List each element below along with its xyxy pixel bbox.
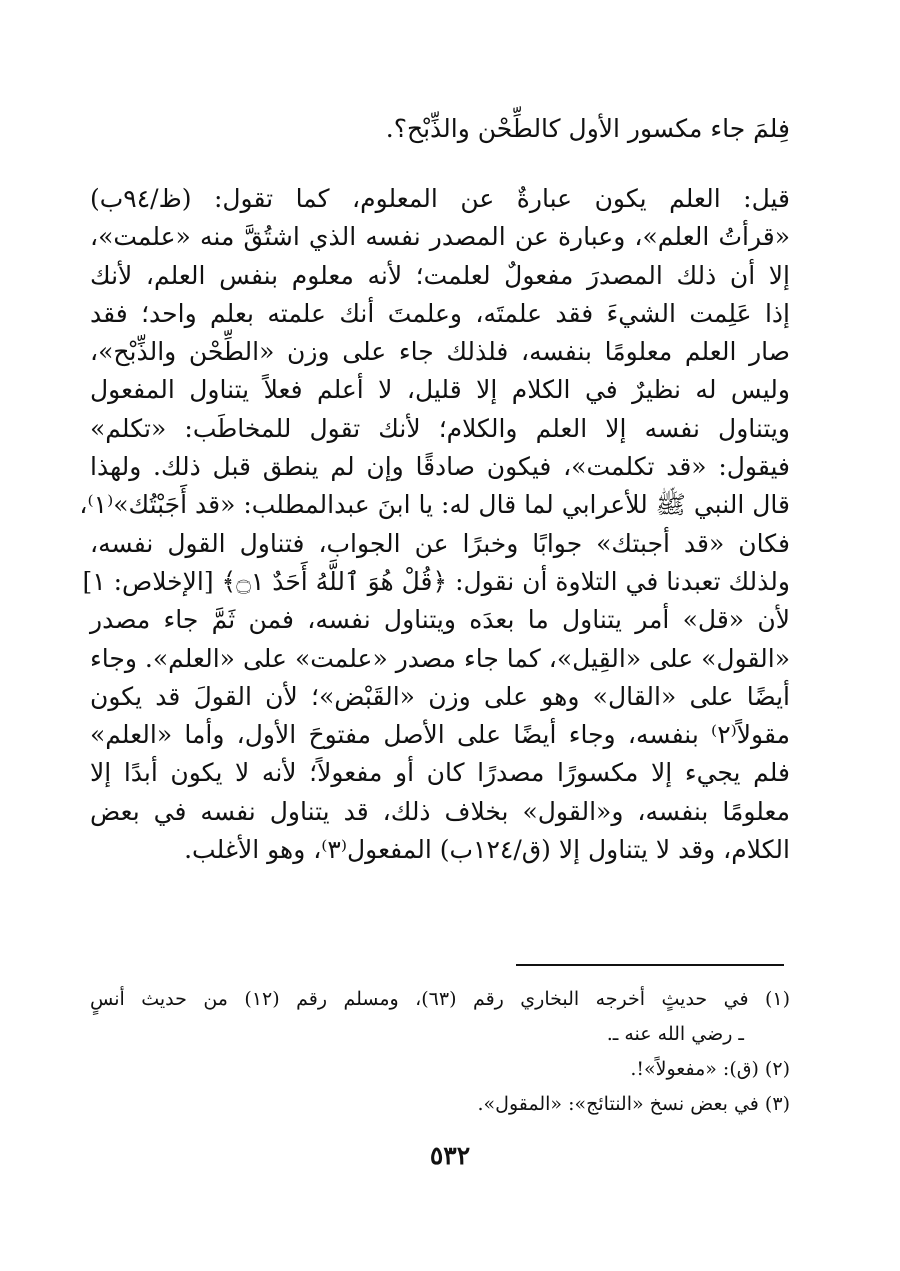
main-text [79,180,790,869]
text-line: مقولاً⁽٢⁾ بنفسه، وجاء أيضًا على الأصل مفتوحَ الأول، وأما «العلم» [90,720,790,750]
text-line: ويتناول نفسه إلا العلم والكلام؛ لأنك تقول للمخاطَب: «تكلم» [90,413,790,443]
footnote-1-continuation: ـ رضي الله عنه ـ. [606,1023,744,1045]
text-line: أيضًا على «القال» وهو على وزن «القَبْض»؛ لأن القولَ قد يكون [90,681,790,711]
footnote-2: (٢) (ق): «مفعولاً»!. [630,1058,790,1080]
footnote-separator [516,964,784,966]
text-line: فلم يجيء إلا مكسورًا مصدرًا كان أو مفعولاً؛ لأنه لا يكون أبدًا إلا [90,758,790,788]
text-line: قيل: العلم يكون عبارةٌ عن المعلوم، كما تقول: (ظ/٩٤ب) [90,184,790,213]
footnote-3: (٣) في بعض نسخ «النتائج»: «المقول». [477,1093,790,1115]
text-line: ولذلك تعبدنا في التلاوة أن نقول: ﴿قُلْ هُوَ ٱللَّهُ أَحَدٌ ۝١﴾ [الإخلاص: ١] [82,566,790,596]
text-line: وليس له نظيرٌ في الكلام إلا قليل، لا أعلم فعلاً يتناول المفعول [90,375,790,405]
opening-line [90,110,790,148]
text-line: فكان «قد أجبتك» جوابًا وخبرًا عن الجواب، فتناول القول نفسه، [90,528,790,558]
text-line: الكلام، وقد لا يتناول إلا (ق/١٢٤ب) المفعول⁽٣⁾، وهو الأغلب. [184,835,790,865]
footnotes [90,982,790,1122]
text-line: صار العلم معلومًا بنفسه، فلذلك جاء على وزن «الطِّحْن والذِّبْح»، [90,337,790,367]
text-line: «قرأتُ العلم»، وعبارة عن المصدر نفسه الذي اشتُقَّ منه «علمت»، [90,222,790,252]
text-line: فيقول: «قد تكلمت»، فيكون صادقًا وإن لم ينطق قبل ذلك. ولهذا [90,452,790,482]
text-line: قال النبي ﷺ للأعرابي لما قال له: يا ابنَ عبدالمطلب: «قد أَجَبْتُك»⁽١⁾، [79,490,790,520]
text-line: إلا أن ذلك المصدرَ مفعولٌ لعلمت؛ لأنه معلوم بنفس العلم، لأنك [90,260,790,290]
text-line: معلومًا بنفسه، و«القول» بخلاف ذلك، قد يتناول نفسه في بعض [90,796,790,826]
text-line: «القول» على «القِيل»، كما جاء مصدر «علمت» على «العلم». وجاء [90,643,790,673]
page-number: ٥٣٢ [429,1141,471,1170]
text-line: إذا عَلِمت الشيءَ فقد علمتَه، وعلمتَ أنك علمته بعلم واحد؛ فقد [90,298,790,328]
text-line: فِلمَ جاء مكسور الأول كالطِّحْن والذِّبْح؟. [385,114,790,143]
footnote-1: (١) في حديثٍ أخرجه البخاري رقم (٦٣)، ومسلم رقم (١٢) من حديث أنسٍ [90,988,791,1010]
text-line: لأن «قل» أمر يتناول ما بعدَه ويتناول نفسه، فمن ثَمَّ جاء مصدر [90,605,790,635]
